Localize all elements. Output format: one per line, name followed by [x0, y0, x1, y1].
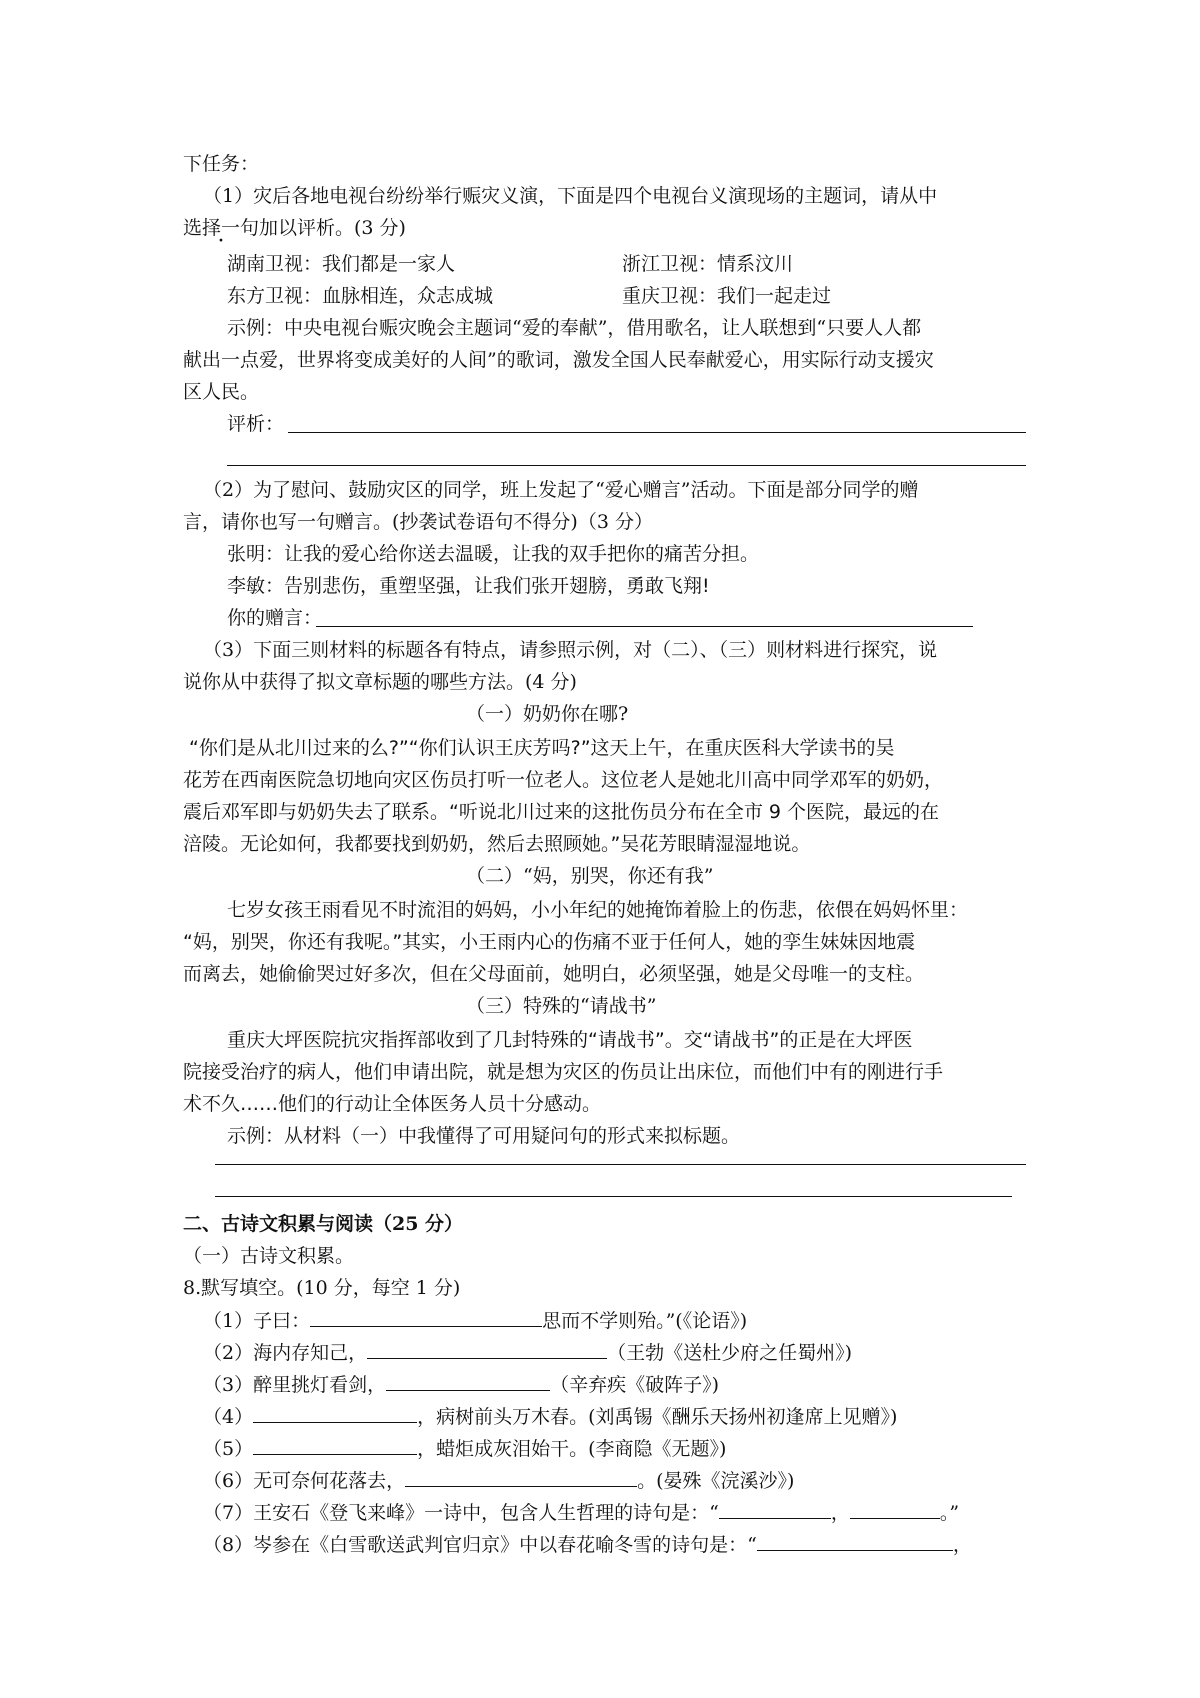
answer-line[interactable]: [316, 626, 973, 627]
item-text: ，: [830, 1502, 850, 1524]
fill-item: [203, 1308, 747, 1333]
question-title: 8.默写填空。(10 分，每空 1 分): [183, 1277, 461, 1299]
material-line: 院接受治疗的病人，他们申请出院，就是想为灾区的伤员让出床位，而他们中有的刚进行手: [183, 1061, 944, 1083]
fill-blank[interactable]: [253, 1436, 417, 1455]
fill-item: [203, 1340, 852, 1365]
fill-blank[interactable]: [310, 1308, 542, 1327]
fill-blank[interactable]: [367, 1340, 607, 1359]
material-line: 七岁女孩王雨看见不时流泪的妈妈，小小年纪的她掩饰着脸上的伤悲，依偎在妈妈怀里：: [227, 899, 969, 921]
answer-line[interactable]: [227, 465, 1026, 466]
quote-line: 张明：让我的爱心给你送去温暖，让我的双手把你的痛苦分担。: [227, 543, 760, 565]
emphasis-text: 选择一句: [183, 217, 260, 239]
item-text: （王勃《送杜少府之任蜀州》): [607, 1342, 853, 1364]
subsection-heading: （一）古诗文积累。: [183, 1245, 355, 1267]
item-text: （8）岑参在《白雪歌送武判官归京》中以春花喻冬雪的诗句是：“: [203, 1534, 757, 1556]
text-line: 下任务：: [183, 153, 260, 175]
material-line: 花芳在西南医院急切地向灾区伤员打听一位老人。这位老人是她北川高中同学邓军的奶奶，: [183, 769, 944, 791]
fill-item: [203, 1532, 972, 1557]
item-text: ，病树前头万木春。(刘禹锡《酬乐天扬州初逢席上见赠》): [417, 1406, 898, 1428]
text-span: 加以评析。(3 分): [259, 217, 406, 239]
quote-line: 李敏：告别悲伤，重塑坚强，让我们张开翅膀，勇敢飞翔!: [227, 575, 710, 597]
fill-blank[interactable]: [253, 1404, 417, 1423]
item-text: ，蜡炬成灰泪始干。(李商隐《无题》): [417, 1438, 727, 1460]
text-line: （3）下面三则材料的标题各有特点，请参照示例，对（二）、（三）则材料进行探究，说: [203, 639, 938, 661]
item-text: （2）海内存知己，: [203, 1342, 368, 1364]
station-theme: 浙江卫视：情系汶川: [622, 253, 794, 275]
example-line: 示例：从材料（一）中我懂得了可用疑问句的形式来拟标题。: [227, 1125, 741, 1147]
material-line: 震后邓军即与奶奶失去了联系。“听说北川过来的这批伤员分布在全市 9 个医院，最远的在: [183, 801, 940, 823]
fill-item: [203, 1500, 959, 1525]
material-title: （一）奶奶你在哪?: [466, 703, 629, 725]
fill-blank[interactable]: [405, 1468, 637, 1487]
text-line: 言，请你也写一句赠言。(抄袭试卷语句不得分)（3 分）: [183, 511, 653, 533]
material-line: 重庆大坪医院抗灾指挥部收到了几封特殊的“请战书”。交“请战书”的正是在大坪医: [227, 1029, 913, 1051]
station-theme: 湖南卫视：我们都是一家人: [227, 253, 456, 275]
text-line: （2）为了慰问、鼓励灾区的同学，班上发起了“爱心赠言”活动。下面是部分同学的赠: [203, 479, 919, 501]
answer-line[interactable]: [215, 1196, 1012, 1197]
fill-item: [203, 1372, 719, 1397]
material-title: （三）特殊的“请战书”: [466, 995, 657, 1017]
item-text: （辛弃疾《破阵子》): [550, 1374, 720, 1396]
text-line: 区人民。: [183, 381, 260, 403]
comment-label: 评析：: [227, 413, 285, 435]
fill-blank[interactable]: [757, 1532, 953, 1551]
item-text: （6）无可奈何花落去，: [203, 1470, 406, 1492]
section-heading: 二、古诗文积累与阅读（25 分）: [183, 1213, 464, 1235]
material-line: “妈，别哭，你还有我呢。”其实，小王雨内心的伤痛不亚于任何人，她的孪生妹妹因地震: [183, 931, 916, 953]
material-title: （二）“妈，别哭，你还有我”: [466, 865, 714, 887]
item-text: （3）醉里挑灯看剑，: [203, 1374, 387, 1396]
answer-line[interactable]: [215, 1164, 1026, 1165]
item-text: （1）子曰：: [203, 1310, 311, 1332]
answer-line[interactable]: [288, 432, 1026, 433]
item-text: 。”: [939, 1502, 960, 1524]
text-line: （1）灾后各地电视台纷纷举行赈灾义演，下面是四个电视台义演现场的主题词，请从中: [203, 185, 938, 207]
fill-item: [203, 1468, 794, 1493]
fill-blank[interactable]: [386, 1372, 550, 1391]
text-line: [183, 216, 406, 240]
fill-blank[interactable]: [719, 1500, 831, 1519]
material-line: 术不久……他们的行动让全体医务人员十分感动。: [183, 1093, 602, 1115]
fill-item: [203, 1404, 897, 1429]
text-line: 示例：中央电视台赈灾晚会主题词“爱的奉献”，借用歌名，让人联想到“只要人人都: [227, 317, 922, 339]
fill-item: [203, 1436, 726, 1461]
your-message-label: 你的赠言：: [227, 607, 323, 629]
item-text: 思而不学则殆。”(《论语》): [542, 1310, 748, 1332]
material-line: “你们是从北川过来的么?”“你们认识王庆芳吗?”这天上午，在重庆医科大学读书的吴: [189, 737, 895, 759]
material-line: 而离去，她偷偷哭过好多次，但在父母面前，她明白，必须坚强，她是父母唯一的支柱。: [183, 963, 925, 985]
item-text: ，: [952, 1534, 972, 1556]
fill-blank[interactable]: [850, 1500, 940, 1519]
station-theme: 东方卫视：血脉相连，众志成城: [227, 285, 494, 307]
text-line: 献出一点爱，世界将变成美好的人间”的歌词，激发全国人民奉献爱心，用实际行动支援灾: [183, 349, 934, 371]
item-text: （7）王安石《登飞来峰》一诗中，包含人生哲理的诗句是：“: [203, 1502, 719, 1524]
material-line: 涪陵。无论如何，我都要找到奶奶，然后去照顾她。”吴花芳眼睛湿湿地说。: [183, 833, 811, 855]
item-text: （4）: [203, 1406, 254, 1428]
item-text: 。(晏殊《浣溪沙》): [637, 1470, 795, 1492]
text-line: 说你从中获得了拟文章标题的哪些方法。(4 分): [183, 671, 577, 693]
item-text: （5）: [203, 1438, 254, 1460]
station-theme: 重庆卫视：我们一起走过: [622, 285, 832, 307]
